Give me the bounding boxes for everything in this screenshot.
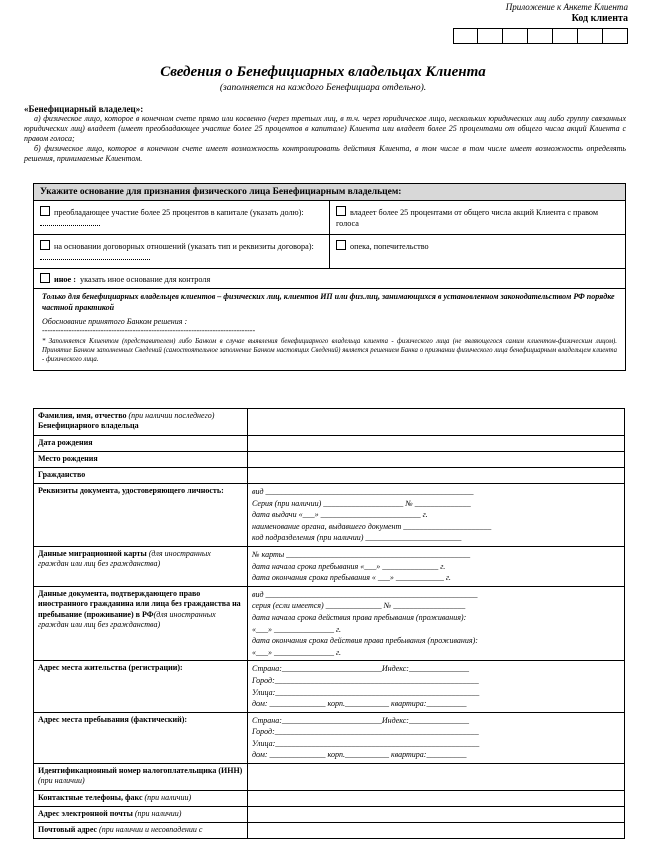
row-label-birthplace: Место рождения [34, 452, 248, 468]
table-row [34, 791, 625, 807]
beneficiary-details-table [33, 408, 625, 839]
table-row [34, 807, 625, 823]
table-row [34, 546, 625, 586]
intro-paragraph-a: а) физическое лицо, которое в конечном счете прямо или косвенно (через третьих лиц, в т.ч. через юридическое лицо, нескольких юридических лиц либо группу связанных юридических лиц) владеет (имеет преобладающее участие более 25 процентов в капитале) Клиента или владеет более 25 процентами от общего числа акций Клиента с правом голоса; [24, 114, 626, 143]
table-row [34, 712, 625, 763]
label-text: Адрес места жительства (регистрации) [38, 663, 180, 673]
row-value-id-document[interactable] [248, 484, 625, 547]
label-hint: (при наличии) [38, 776, 85, 786]
row-value-fio[interactable] [248, 409, 625, 436]
row-value-birthplace[interactable] [248, 452, 625, 468]
row-value-registration-address[interactable] [248, 661, 625, 712]
row-label-birthdate: Дата рождения [34, 436, 248, 452]
label-text: Почтовый адрес [38, 825, 100, 835]
row-value-citizenship[interactable] [248, 468, 625, 484]
table-row [34, 452, 625, 468]
reg-house-line[interactable]: дом: ______________ корп.___________ квартира:__________ [252, 699, 467, 709]
contract-input[interactable] [40, 259, 150, 260]
id-doc-subdivision-line[interactable]: код подразделения (при наличии) ________________________ [252, 533, 462, 543]
row-label-citizenship: Гражданство [34, 468, 248, 484]
row-label-registration-address [34, 661, 248, 712]
row-value-actual-address[interactable] [248, 712, 625, 763]
table-row [34, 484, 625, 547]
label-hint: (для иностранных граждан или лиц без гражданства) [38, 548, 211, 569]
code-cell[interactable] [528, 28, 553, 44]
label-text-2: Бенефициарного владельца [38, 421, 139, 431]
document-header [228, 2, 628, 24]
checkbox-icon[interactable] [40, 240, 50, 250]
reg-country-line[interactable]: Страна:_________________________Индекс:_______________ [252, 664, 469, 674]
row-value-migration-card[interactable] [248, 546, 625, 586]
row-label-postal-address [34, 823, 248, 839]
reg-street-line[interactable]: Улица:___________________________________________________ [252, 687, 480, 697]
row-value-birthdate[interactable] [248, 436, 625, 452]
page-title [0, 64, 646, 93]
appendix-label: Приложение к Анкете Клиента [505, 2, 628, 12]
reason-option-1-label: преобладающее участие более 25 процентов в капитале (указать долю): [54, 208, 304, 217]
residence-end-label[interactable]: дата окончания срока действия права пребывания (проживания): [252, 636, 478, 646]
code-cell[interactable] [478, 28, 503, 44]
table-row [34, 586, 625, 661]
row-label-phone [34, 791, 248, 807]
reason-option-1[interactable] [34, 201, 330, 234]
label-hint: : [184, 714, 188, 724]
act-country-line[interactable]: Страна:_________________________Индекс:_______________ [252, 715, 469, 725]
act-street-line[interactable]: Улица:___________________________________________________ [252, 738, 480, 748]
id-doc-type-line[interactable]: вид ____________________________________________________ [252, 487, 474, 496]
table-row [34, 436, 625, 452]
reason-box-title: Укажите основание для признания физического лица Бенефициарным владельцем: [34, 184, 625, 201]
reason-option-5-label: указать иное основание для контроля [80, 275, 211, 285]
reason-option-4-label: опека, попечительство [350, 242, 429, 252]
label-hint: (при наличии) [144, 793, 192, 803]
label-text: Контактные телефоны, факс [38, 793, 145, 803]
checkbox-icon[interactable] [40, 273, 50, 283]
checkbox-icon[interactable] [40, 206, 50, 216]
row-label-residence-doc [34, 586, 248, 661]
client-code-boxes[interactable] [453, 28, 628, 44]
row-label-migration-card [34, 546, 248, 586]
reason-option-5-prefix: иное : [54, 275, 76, 285]
migration-end-line[interactable]: дата окончания срока пребывания « ___» ____________ г. [252, 573, 451, 583]
table-row [34, 409, 625, 436]
migration-number-line[interactable]: № карты ______________________________________________ [252, 549, 471, 559]
id-doc-issuedate-line[interactable]: дата выдачи «___» _________________________ г. [252, 510, 428, 520]
table-row [34, 468, 625, 484]
code-cell[interactable] [553, 28, 578, 44]
row-label-fio [34, 409, 248, 436]
label-hint: (при наличии последнего) [128, 411, 215, 420]
label-hint: : [179, 663, 183, 673]
intro-section [24, 104, 626, 164]
id-doc-authority-line[interactable]: наименование органа, выдавшего документ ______________________ [252, 521, 492, 531]
reason-option-2[interactable] [330, 201, 625, 234]
title-main: Сведения о Бенефициарных владельцах Клиента [160, 64, 486, 80]
code-cell[interactable] [503, 28, 528, 44]
checkbox-icon[interactable] [336, 206, 346, 216]
act-city-line[interactable]: Город:___________________________________________________ [252, 727, 479, 737]
residence-type-line[interactable]: вид _____________________________________________________ [252, 589, 478, 599]
act-house-line[interactable]: дом: ______________ корп.___________ квартира:__________ [252, 750, 467, 760]
code-cell[interactable] [453, 28, 478, 44]
residence-end-date[interactable]: «___» _______________ г. [252, 647, 342, 657]
intro-lead: «Бенефициарный владелец»: [24, 104, 144, 114]
reason-row-1 [34, 201, 625, 235]
reason-option-2-label: владеет более 25 процентами от общего числа акций Клиента с правом голоса [336, 208, 599, 229]
code-cell[interactable] [578, 28, 603, 44]
client-code-label: Код клиента [571, 13, 628, 24]
label-hint: (для иностранных граждан или лиц без гражданства) [38, 609, 216, 629]
row-value-postal-address[interactable] [248, 823, 625, 839]
reason-option-5[interactable] [34, 269, 625, 289]
label-hint: (при наличии и несовпадении с [99, 825, 203, 835]
label-text: Идентификационный номер налогоплательщика (ИНН) [38, 766, 243, 776]
table-row [34, 661, 625, 712]
row-label-id-document: Реквизиты документа, удостоверяющего личность: [34, 484, 248, 547]
row-label-actual-address [34, 712, 248, 763]
reason-footnote: * Заполняется Клиентом (представителем) либо Банком в случае выявления бенефициарного владельца клиента - физического лица (не являющегося самим клиентом-физическим лицом). Принятие Банком заполненных Сведений (самостоятельное заполнение Банком настоящих Сведений) является решением Банка о признании физического лица бенефициарным владельцем клиента - физического лица. [42, 338, 617, 363]
row-label-inn [34, 764, 248, 791]
label-text: Данные миграционной карты [38, 548, 149, 558]
label-hint: (при наличии) [134, 809, 182, 819]
residence-series-line[interactable]: серия (если имеется) ______________ № __________________ [252, 601, 466, 611]
label-text: Фамилия, имя, отчество [38, 411, 129, 420]
code-cell[interactable] [603, 28, 628, 44]
residence-start-date[interactable]: «___» _______________ г. [252, 624, 342, 634]
reason-option-3[interactable] [34, 235, 330, 268]
label-text: Данные документа, подтверждающего право иностранного гражданина или лица без гражданства на пребывание (проживание) в РФ [38, 588, 241, 619]
row-value-residence-doc[interactable] [248, 586, 625, 661]
reason-note: Только для бенефициарных владельцев клиентов – физических лиц, клиентов ИП или физ.лиц, занимающихся в установленном законодательством РФ порядке частной практикой [42, 292, 615, 312]
reason-option-3-label: на основании договорных отношений (указать тип и реквизиты договора): [54, 242, 314, 252]
label-text: Адрес электронной почты [38, 809, 135, 819]
reason-option-4[interactable] [330, 235, 625, 268]
id-doc-series-line[interactable]: Серия (при наличии) ____________________ № ______________ [252, 498, 471, 508]
label-text: Адрес места пребывания (фактический) [38, 714, 185, 724]
table-row [34, 764, 625, 791]
row-label-email [34, 807, 248, 823]
intro-paragraph-b: б) физическое лицо, которое в конечном счете имеет возможность контролировать действия Клиента, в том числе в том числе имеет возможность определять решения, принимаемые Клиентом. [24, 144, 626, 163]
reg-city-line[interactable]: Город:___________________________________________________ [252, 675, 479, 685]
reason-box [33, 183, 626, 371]
row-value-inn[interactable] [248, 764, 625, 791]
title-sub: (заполняется на каждого Бенефициара отдельно). [219, 83, 427, 93]
residence-start-label[interactable]: дата начала срока действия права пребывания (проживания): [252, 612, 467, 622]
bank-decision-input[interactable]: -------------------------------------------------------------------------------- [42, 326, 256, 336]
row-value-phone[interactable] [248, 791, 625, 807]
bank-decision-label: Обоснование принятого Банком решения : [42, 317, 188, 327]
row-value-email[interactable] [248, 807, 625, 823]
checkbox-icon[interactable] [336, 240, 346, 250]
reason-row-2 [34, 235, 625, 269]
table-row [34, 823, 625, 839]
migration-start-line[interactable]: дата начала срока пребывания «___» ______________ г. [252, 561, 446, 571]
share-input[interactable] [40, 225, 100, 226]
